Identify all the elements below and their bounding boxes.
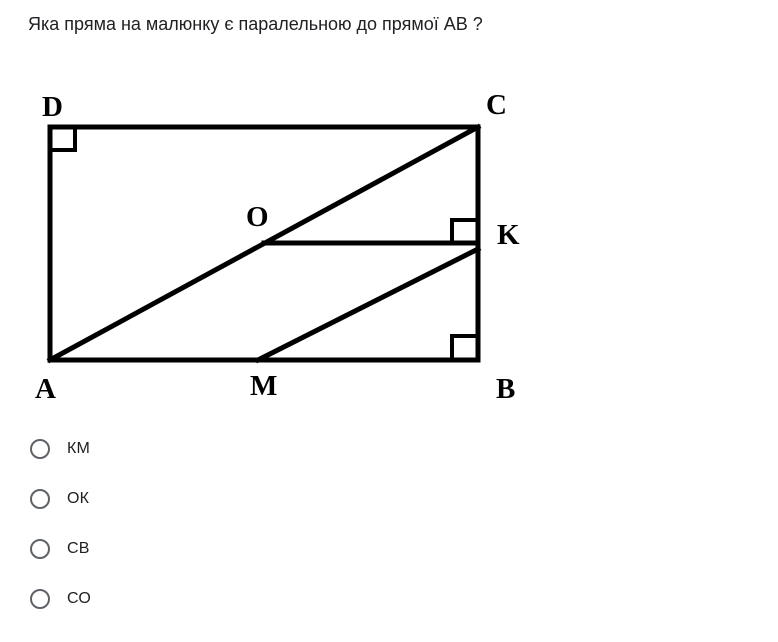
right-angle-k [452,220,476,241]
radio-button-icon[interactable] [30,489,50,509]
option-label: ОК [67,490,90,507]
radio-button-icon[interactable] [30,589,50,609]
option-cb[interactable] [28,524,91,574]
question-text: Яка пряма на малюнку є паралельною до прямої АВ ? [28,14,483,34]
point-label-b: B [496,373,516,405]
point-label-a: A [35,373,56,405]
segment-mk [258,249,478,360]
option-label: КМ [67,440,91,457]
option-ok[interactable] [28,474,91,524]
option-co[interactable] [28,574,91,624]
right-angle-d [52,129,75,150]
answer-options [28,424,91,624]
point-label-o: O [246,201,269,233]
point-label-k: K [497,219,520,251]
option-km[interactable] [28,424,91,474]
right-angle-b [452,336,476,358]
point-label-m: M [250,370,278,402]
radio-button-icon[interactable] [30,439,50,459]
point-label-c: C [486,89,507,121]
option-label: СВ [67,540,90,557]
point-label-d: D [42,91,63,123]
radio-button-icon[interactable] [30,539,50,559]
option-label: СО [67,590,92,607]
